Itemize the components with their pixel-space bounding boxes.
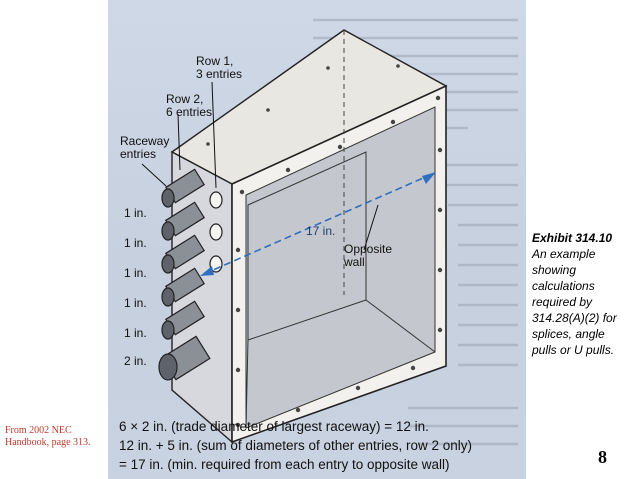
exhibit-description: An example showing calculations required by 314.28(A)(2) for splices, angle pulls or U pulls. xyxy=(532,247,617,357)
page-number: 8 xyxy=(598,447,607,467)
size-label-1: 1 in. xyxy=(124,206,147,220)
row1-callout: Row 1, 3 entries xyxy=(196,54,243,81)
size-label-2in: 2 in. xyxy=(124,354,147,368)
formula-line-2: 12 in. + 5 in. (sum of diameters of other entries, row 2 only) xyxy=(119,438,473,453)
dimension-label: 17 in. xyxy=(306,224,336,238)
pull-box-illustration xyxy=(108,0,526,479)
size-label-4: 1 in. xyxy=(124,296,147,310)
size-label-2: 1 in. xyxy=(124,236,147,250)
opposite-wall-callout: Opposite wall xyxy=(344,242,393,269)
scanned-diagram xyxy=(108,0,526,479)
row2-callout: Row 2, 6 entries xyxy=(166,92,213,119)
size-label-5: 1 in. xyxy=(124,326,147,340)
exhibit-title: Exhibit 314.10 xyxy=(532,231,613,245)
formula-line-3: = 17 in. (min. required from each entry to opposite wall) xyxy=(119,457,450,472)
formula-line-1: 6 × 2 in. (trade diameter of largest raceway) = 12 in. xyxy=(119,419,429,434)
size-label-3: 1 in. xyxy=(124,266,147,280)
raceway-callout: Raceway entries xyxy=(120,134,170,161)
row1-entry-holes xyxy=(210,192,222,272)
exhibit-caption xyxy=(532,230,632,358)
source-citation: From 2002 NEC Handbook, page 313. xyxy=(5,425,91,448)
